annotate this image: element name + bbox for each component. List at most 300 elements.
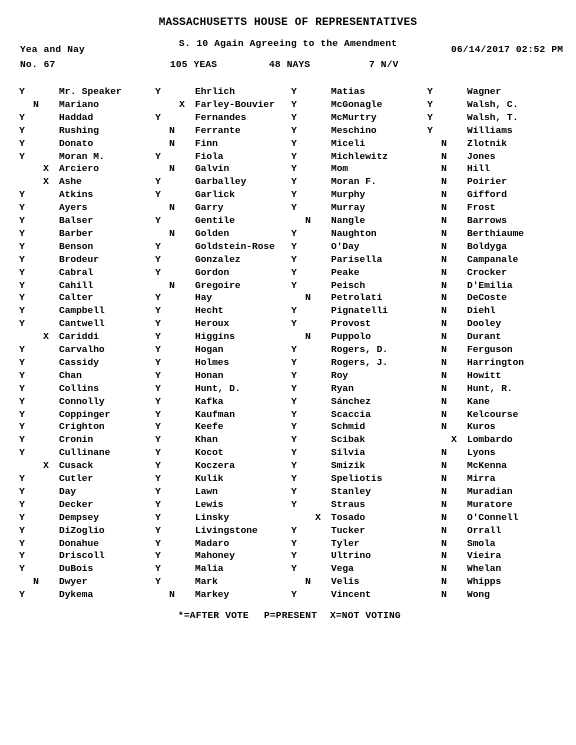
member-name: Collins bbox=[59, 382, 99, 394]
vote-mark: Y bbox=[427, 86, 433, 97]
vote-mark: N bbox=[441, 227, 447, 239]
member-name: Barber bbox=[59, 227, 94, 239]
vote-mark: Y bbox=[291, 124, 297, 136]
bill-title: S. 10 Again Agreeing to the Amendment bbox=[178, 38, 398, 49]
member-name: Garlick bbox=[195, 189, 235, 201]
member-name: Cabral bbox=[59, 266, 94, 278]
member-name: Carvalho bbox=[59, 344, 105, 355]
vote-mark: Y bbox=[155, 253, 161, 265]
member-name: Wong bbox=[467, 589, 490, 601]
vote-mark: Y bbox=[155, 344, 161, 355]
member-name: Petrolati bbox=[331, 292, 383, 304]
vote-mark: N bbox=[441, 266, 447, 278]
vote-mark: Y bbox=[19, 421, 25, 433]
member-name: Dwyer bbox=[59, 576, 88, 588]
member-name: Livingstone bbox=[195, 524, 258, 536]
member-name: Kafka bbox=[195, 395, 224, 407]
member-name: Puppolo bbox=[331, 331, 371, 343]
member-name: Stanley bbox=[331, 485, 371, 497]
vote-mark: N bbox=[169, 202, 175, 214]
vote-mark: Y bbox=[155, 150, 161, 162]
member-name: Mariano bbox=[59, 98, 99, 110]
member-name: Madaro bbox=[195, 537, 230, 549]
vote-mark: Y bbox=[155, 382, 161, 394]
vote-mark: Y bbox=[291, 395, 297, 407]
member-name: O'Day bbox=[331, 240, 360, 252]
member-name: Mirra bbox=[467, 473, 496, 484]
vote-mark: Y bbox=[19, 292, 25, 304]
member-name: Hunt, R. bbox=[467, 382, 513, 394]
member-name: Malia bbox=[195, 563, 224, 575]
member-name: Parisella bbox=[331, 253, 383, 265]
vote-mark: N bbox=[169, 163, 175, 175]
vote-mark: Y bbox=[291, 176, 297, 188]
vote-mark: N bbox=[441, 176, 447, 188]
member-name: Goldstein-Rose bbox=[195, 240, 275, 252]
vote-mark: Y bbox=[19, 86, 25, 97]
vote-mark: N bbox=[441, 473, 447, 484]
member-name: Walsh, C. bbox=[467, 98, 519, 110]
member-name: O'Connell bbox=[467, 511, 519, 523]
member-name: Straus bbox=[331, 498, 366, 510]
vote-mark: Y bbox=[291, 550, 297, 562]
member-name: Lewis bbox=[195, 498, 224, 510]
vote-mark: Y bbox=[155, 537, 161, 549]
vote-mark: Y bbox=[291, 279, 297, 291]
vote-mark: Y bbox=[291, 460, 297, 472]
member-name: Whipps bbox=[467, 576, 502, 588]
vote-mark: N bbox=[305, 331, 311, 343]
vote-mark: Y bbox=[19, 227, 25, 239]
vote-mark: Y bbox=[155, 395, 161, 407]
vote-mark: N bbox=[441, 279, 447, 291]
vote-mark: N bbox=[441, 447, 447, 459]
vote-mark: Y bbox=[19, 563, 25, 575]
member-name: Calter bbox=[59, 292, 94, 304]
vote-mark: Y bbox=[291, 421, 297, 433]
member-name: Kelcourse bbox=[467, 408, 519, 420]
vote-mark: Y bbox=[19, 369, 25, 381]
vote-mark: Y bbox=[155, 473, 161, 484]
vote-mark: Y bbox=[291, 356, 297, 368]
vote-mark: N bbox=[441, 215, 447, 226]
vote-mark: Y bbox=[155, 266, 161, 278]
member-name: Linsky bbox=[195, 511, 230, 523]
vote-mark: Y bbox=[19, 279, 25, 291]
vote-mark: Y bbox=[155, 111, 161, 123]
vote-mark: N bbox=[441, 356, 447, 368]
vote-mark: N bbox=[441, 292, 447, 304]
member-name: Holmes bbox=[195, 356, 230, 368]
vote-mark: Y bbox=[291, 305, 297, 317]
vote-mark: N bbox=[441, 331, 447, 343]
member-name: McMurtry bbox=[331, 111, 377, 123]
vote-mark: Y bbox=[291, 382, 297, 394]
vote-mark: X bbox=[43, 176, 49, 188]
member-name: Koczera bbox=[195, 460, 235, 472]
vote-mark: N bbox=[33, 98, 39, 110]
member-name: DiZoglio bbox=[59, 524, 105, 536]
vote-mark: Y bbox=[155, 485, 161, 497]
vote-mark: Y bbox=[291, 563, 297, 575]
vote-mark: Y bbox=[291, 524, 297, 536]
member-name: Day bbox=[59, 485, 77, 497]
vote-mark: Y bbox=[155, 305, 161, 317]
vote-mark: N bbox=[441, 589, 447, 601]
member-name: Poirier bbox=[467, 176, 507, 188]
member-name: Dykema bbox=[59, 589, 94, 601]
member-name: Hunt, D. bbox=[195, 382, 241, 394]
vote-mark: Y bbox=[291, 227, 297, 239]
member-name: Rogers, D. bbox=[331, 344, 389, 355]
member-name: Lombardo bbox=[467, 434, 513, 446]
vote-mark: Y bbox=[155, 421, 161, 433]
vote-mark: Y bbox=[19, 447, 25, 459]
vote-mark: Y bbox=[291, 150, 297, 162]
member-name: Rushing bbox=[59, 124, 99, 136]
vote-mark: Y bbox=[291, 447, 297, 459]
vote-mark: Y bbox=[19, 253, 25, 265]
vote-mark: N bbox=[169, 589, 175, 601]
vote-mark: Y bbox=[19, 498, 25, 510]
member-name: Matias bbox=[331, 86, 366, 97]
vote-mark: Y bbox=[291, 485, 297, 497]
member-name: Dempsey bbox=[59, 511, 99, 523]
member-name: Rogers, J. bbox=[331, 356, 389, 368]
member-name: Peisch bbox=[331, 279, 366, 291]
vote-mark: Y bbox=[155, 550, 161, 562]
vote-mark: Y bbox=[155, 576, 161, 588]
member-name: Heroux bbox=[195, 318, 230, 330]
member-name: Khan bbox=[195, 434, 218, 446]
member-name: Smola bbox=[467, 537, 496, 549]
member-name: Atkins bbox=[59, 189, 94, 201]
vote-mark: N bbox=[441, 511, 447, 523]
member-name: Mr. Speaker bbox=[59, 86, 122, 97]
member-name: Cronin bbox=[59, 434, 94, 446]
member-name: Kocot bbox=[195, 447, 224, 459]
vote-mark: Y bbox=[19, 318, 25, 330]
vote-mark: Y bbox=[19, 150, 25, 162]
vote-mark: Y bbox=[291, 369, 297, 381]
member-name: Kuros bbox=[467, 421, 496, 433]
vote-mark: Y bbox=[19, 550, 25, 562]
vote-mark: Y bbox=[19, 137, 25, 149]
vote-mark: Y bbox=[155, 176, 161, 188]
member-name: Miceli bbox=[331, 137, 366, 149]
legend-present: P=PRESENT bbox=[264, 610, 318, 621]
vote-mark: X bbox=[43, 163, 49, 175]
vote-mark: N bbox=[169, 137, 175, 149]
member-name: Donato bbox=[59, 137, 94, 149]
member-name: Muratore bbox=[467, 498, 513, 510]
member-name: Gentile bbox=[195, 215, 235, 226]
member-name: Golden bbox=[195, 227, 230, 239]
vote-mark: N bbox=[441, 395, 447, 407]
vote-mark: Y bbox=[155, 189, 161, 201]
vote-mark: N bbox=[441, 537, 447, 549]
vote-mark: Y bbox=[19, 408, 25, 420]
member-name: Gifford bbox=[467, 189, 507, 201]
vote-mark: Y bbox=[19, 589, 25, 601]
member-name: Mom bbox=[331, 163, 349, 175]
vote-mark: Y bbox=[155, 460, 161, 472]
member-name: Ehrlich bbox=[195, 86, 235, 97]
member-name: Howitt bbox=[467, 369, 502, 381]
vote-mark: N bbox=[441, 137, 447, 149]
vote-mark: Y bbox=[19, 395, 25, 407]
member-name: Barrows bbox=[467, 215, 507, 226]
member-name: Murray bbox=[331, 202, 366, 214]
vote-mark: N bbox=[169, 124, 175, 136]
member-name: Cusack bbox=[59, 460, 94, 472]
vote-mark: Y bbox=[19, 266, 25, 278]
vote-mark: N bbox=[441, 305, 447, 317]
member-name: McKenna bbox=[467, 460, 507, 472]
member-name: Scibak bbox=[331, 434, 366, 446]
member-name: Naughton bbox=[331, 227, 377, 239]
vote-mark: Y bbox=[291, 98, 297, 110]
vote-mark: N bbox=[441, 498, 447, 510]
member-name: Farley-Bouvier bbox=[195, 98, 275, 110]
member-name: D'Emilia bbox=[467, 279, 513, 291]
member-name: Coppinger bbox=[59, 408, 111, 420]
vote-mark: N bbox=[441, 382, 447, 394]
member-name: Vincent bbox=[331, 589, 371, 601]
vote-mark: N bbox=[441, 163, 447, 175]
vote-mark: N bbox=[305, 292, 311, 304]
vote-mark: Y bbox=[427, 98, 433, 110]
vote-mark: N bbox=[305, 576, 311, 588]
member-name: Peake bbox=[331, 266, 360, 278]
vote-mark: X bbox=[43, 331, 49, 343]
member-name: Fernandes bbox=[195, 111, 247, 123]
vote-mark: Y bbox=[19, 344, 25, 355]
member-name: Campanale bbox=[467, 253, 519, 265]
vote-mark: Y bbox=[291, 473, 297, 484]
member-name: Vega bbox=[331, 563, 354, 575]
member-name: Muradian bbox=[467, 485, 513, 497]
member-name: Arciero bbox=[59, 163, 99, 175]
vote-mark: Y bbox=[291, 163, 297, 175]
vote-mark: N bbox=[33, 576, 39, 588]
member-name: Ashe bbox=[59, 176, 82, 188]
member-name: Harrington bbox=[467, 356, 525, 368]
member-name: Markey bbox=[195, 589, 230, 601]
vote-mark: Y bbox=[19, 434, 25, 446]
member-name: Moran F. bbox=[331, 176, 377, 188]
vote-mark: N bbox=[441, 202, 447, 214]
member-name: Boldyga bbox=[467, 240, 507, 252]
member-name: Wagner bbox=[467, 86, 502, 97]
vote-mark: Y bbox=[427, 124, 433, 136]
vote-mark: N bbox=[441, 421, 447, 433]
member-name: Zlotnik bbox=[467, 137, 507, 149]
vote-mark: Y bbox=[291, 137, 297, 149]
member-name: Cariddi bbox=[59, 331, 99, 343]
vote-mark: Y bbox=[291, 434, 297, 446]
member-name: Crocker bbox=[467, 266, 507, 278]
member-name: Cahill bbox=[59, 279, 94, 291]
member-name: Gonzalez bbox=[195, 253, 241, 265]
member-name: Decker bbox=[59, 498, 94, 510]
vote-mark: Y bbox=[19, 382, 25, 394]
member-name: Scaccia bbox=[331, 408, 371, 420]
vote-mark: N bbox=[441, 576, 447, 588]
member-name: Provost bbox=[331, 318, 371, 330]
vote-mark: Y bbox=[19, 485, 25, 497]
member-name: Jones bbox=[467, 150, 496, 162]
member-name: Hill bbox=[467, 163, 490, 175]
member-name: Donahue bbox=[59, 537, 99, 549]
vote-mark: Y bbox=[291, 344, 297, 355]
member-name: Diehl bbox=[467, 305, 496, 317]
vote-mark: N bbox=[441, 344, 447, 355]
legend-not-voting: X=NOT VOTING bbox=[330, 610, 401, 621]
vote-mark: Y bbox=[19, 356, 25, 368]
vote-mark: Y bbox=[291, 498, 297, 510]
member-name: Orrall bbox=[467, 524, 502, 536]
vote-mark: N bbox=[441, 563, 447, 575]
member-name: Ultrino bbox=[331, 550, 371, 562]
member-name: Smizik bbox=[331, 460, 366, 472]
vote-mark: Y bbox=[155, 498, 161, 510]
member-name: Crighton bbox=[59, 421, 105, 433]
member-name: Williams bbox=[467, 124, 513, 136]
member-name: Garballey bbox=[195, 176, 247, 188]
vote-mark: Y bbox=[155, 356, 161, 368]
vote-mark: Y bbox=[427, 111, 433, 123]
member-name: Speliotis bbox=[331, 473, 383, 484]
member-name: Durant bbox=[467, 331, 502, 343]
vote-mark: Y bbox=[155, 318, 161, 330]
vote-mark: N bbox=[169, 227, 175, 239]
vote-mark: Y bbox=[291, 589, 297, 601]
vote-mark: N bbox=[441, 485, 447, 497]
member-name: Hecht bbox=[195, 305, 224, 317]
yeas-count: 105 YEAS bbox=[170, 59, 218, 70]
vote-mark: N bbox=[441, 189, 447, 201]
member-name: Lawn bbox=[195, 485, 218, 497]
member-name: Velis bbox=[331, 576, 360, 588]
vote-mark: X bbox=[179, 98, 185, 110]
member-name: Tyler bbox=[331, 537, 360, 549]
vote-mark: N bbox=[441, 460, 447, 472]
vote-mark: Y bbox=[19, 240, 25, 252]
member-name: Mahoney bbox=[195, 550, 235, 562]
member-name: Frost bbox=[467, 202, 496, 214]
member-name: Tucker bbox=[331, 524, 366, 536]
vote-mark: N bbox=[441, 240, 447, 252]
member-name: Gregoire bbox=[195, 279, 241, 291]
vote-mark: N bbox=[441, 150, 447, 162]
vote-mark: Y bbox=[19, 305, 25, 317]
member-name: Fiola bbox=[195, 150, 224, 162]
vote-mark: Y bbox=[291, 202, 297, 214]
member-name: Mark bbox=[195, 576, 218, 588]
member-name: Garry bbox=[195, 202, 224, 214]
member-name: Dooley bbox=[467, 318, 502, 330]
vote-mark: Y bbox=[291, 537, 297, 549]
member-name: Ferguson bbox=[467, 344, 513, 355]
vote-mark: Y bbox=[155, 369, 161, 381]
nays-count: 48 NAYS bbox=[269, 59, 311, 70]
vote-mark: Y bbox=[19, 124, 25, 136]
vote-mark: Y bbox=[291, 86, 297, 97]
member-name: Campbell bbox=[59, 305, 105, 317]
vote-mark: Y bbox=[291, 266, 297, 278]
member-name: Meschino bbox=[331, 124, 377, 136]
member-name: Chan bbox=[59, 369, 82, 381]
vote-mark: Y bbox=[155, 292, 161, 304]
member-name: Kulik bbox=[195, 473, 224, 484]
member-name: Finn bbox=[195, 137, 218, 149]
member-name: Honan bbox=[195, 369, 224, 381]
member-name: Connolly bbox=[59, 395, 105, 407]
vote-mark: Y bbox=[155, 86, 161, 97]
vote-mark: Y bbox=[155, 511, 161, 523]
member-name: Balser bbox=[59, 215, 94, 226]
vote-mark: Y bbox=[155, 215, 161, 226]
member-name: Murphy bbox=[331, 189, 366, 201]
member-name: Silvia bbox=[331, 447, 366, 459]
member-name: McGonagle bbox=[331, 98, 383, 110]
vote-mark: Y bbox=[155, 524, 161, 536]
vote-mark: X bbox=[43, 460, 49, 472]
member-name: Sánchez bbox=[331, 395, 371, 407]
vote-mark: Y bbox=[291, 318, 297, 330]
vote-mark: Y bbox=[291, 408, 297, 420]
member-name: Berthiaume bbox=[467, 227, 525, 239]
vote-mark: N bbox=[305, 215, 311, 226]
member-name: Ayers bbox=[59, 202, 88, 214]
member-name: Tosado bbox=[331, 511, 366, 523]
member-name: Haddad bbox=[59, 111, 94, 123]
member-name: Pignatelli bbox=[331, 305, 389, 317]
vote-mark: Y bbox=[155, 434, 161, 446]
vote-mark: Y bbox=[155, 331, 161, 343]
member-name: Driscoll bbox=[59, 550, 105, 562]
vote-mark: Y bbox=[19, 473, 25, 484]
member-name: DuBois bbox=[59, 563, 94, 575]
vote-mark: N bbox=[441, 524, 447, 536]
vote-mark: X bbox=[451, 434, 457, 446]
member-name: Galvin bbox=[195, 163, 230, 175]
vote-mark: N bbox=[441, 318, 447, 330]
vote-mark: N bbox=[441, 408, 447, 420]
vote-datetime: 06/14/2017 02:52 PM bbox=[451, 44, 564, 55]
vote-mark: Y bbox=[19, 511, 25, 523]
member-name: Lyons bbox=[467, 447, 496, 459]
member-name: Whelan bbox=[467, 563, 502, 575]
member-name: DeCoste bbox=[467, 292, 507, 304]
member-name: Moran M. bbox=[59, 150, 105, 162]
document-title: MASSACHUSETTS HOUSE OF REPRESENTATIVES bbox=[158, 17, 418, 29]
vote-mark: N bbox=[441, 253, 447, 265]
vote-mark: Y bbox=[19, 189, 25, 201]
member-name: Michlewitz bbox=[331, 150, 389, 162]
vote-mark: Y bbox=[19, 111, 25, 123]
vote-mark: Y bbox=[291, 253, 297, 265]
member-name: Cullinane bbox=[59, 447, 111, 459]
member-name: Roy bbox=[331, 369, 349, 381]
vote-mark: N bbox=[441, 550, 447, 562]
member-name: Keefe bbox=[195, 421, 224, 433]
member-name: Hay bbox=[195, 292, 213, 304]
member-name: Vieira bbox=[467, 550, 502, 562]
member-name: Kane bbox=[467, 395, 490, 407]
member-name: Benson bbox=[59, 240, 94, 252]
